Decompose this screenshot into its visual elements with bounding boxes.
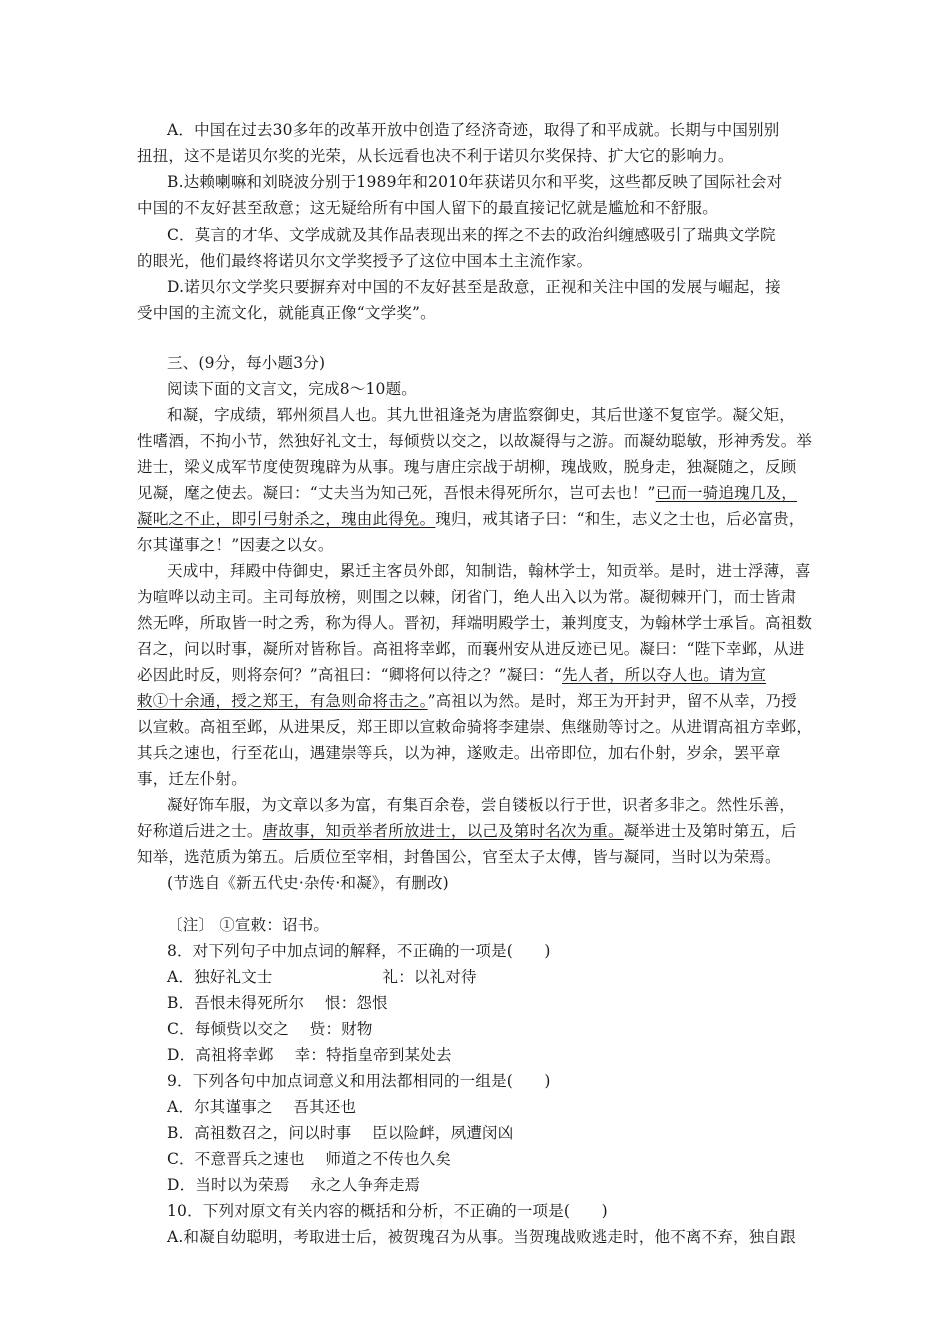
option-a-line-2: 扭扭，这不是诺贝尔奖的光荣，从长远看也决不利于诺贝尔奖保持、扩大它的影响力。 (137, 147, 734, 165)
passage-line: 以宣敕。高祖至邺，从进果反，郑王即以宣敕命骑将李建崇、焦继勋等讨之。从进谓高祖方幸邺， (137, 718, 813, 736)
question-8-option-b: B．吾恨未得死所尔 恨：怨恨 (167, 994, 388, 1012)
option-c-line-1: C．莫言的才华、文学成就及其作品表现出来的挥之不去的政治纠缠感吸引了瑞典文学院 (167, 226, 776, 244)
question-9-option-a: A．尔其谨事之 吾其还也 (167, 1098, 357, 1116)
option-c-line-2: 的眼光，他们最终将诺贝尔文学奖授予了这位中国本土主流作家。 (137, 252, 593, 270)
question-9-option-c: C．不意晋兵之速也 师道之不传也久矣 (167, 1150, 452, 1168)
question-8-stem: 8．对下列句子中加点词的解释，不正确的一项是( ) (167, 942, 551, 960)
question-8-option-d: D．高祖将幸邺 幸：特指皇帝到某处去 (167, 1046, 452, 1064)
option-d-line-2: 受中国的主流文化，就能真正像“文学奖”。 (137, 304, 436, 322)
passage-text: 凝举进士及第时第五，后 (623, 822, 797, 840)
passage-line: 为喧哗以动主司。主司每放榜，则围之以棘，闭省门，绝人出入以为常。凝彻棘开门，而士皆肃 (137, 588, 797, 606)
passage-line: 召之，问以时事，凝所对皆称旨。高祖将幸邺，而襄州安从进反迹已见。凝曰：“陛下幸邺，从进 (137, 640, 805, 658)
passage-line (137, 506, 827, 532)
question-10-option-a: A.和凝自幼聪明，考取进士后，被贺瑰召为从事。当贺瑰战败逃走时，他不离不弃，独自跟 (167, 1228, 796, 1246)
section-instruction: 阅读下面的文言文，完成8～10题。 (167, 380, 417, 398)
option-d-line-1: D.诺贝尔文学奖只要摒弃对中国的不友好甚至是敌意，正视和关注中国的发展与崛起，接 (167, 278, 781, 296)
question-9-stem: 9．下列各句中加点词意义和用法都相同的一组是( ) (167, 1072, 551, 1090)
passage-text: 见凝，麾之使去。凝曰：“丈夫当为知己死，吾恨未得死所尔，岂可去也！” (137, 484, 656, 502)
passage-text: ”高祖以为然。是时，郑王为开封尹，留不从幸，乃授 (427, 692, 797, 710)
question-8-option-c: C．每倾赀以交之 赀：财物 (167, 1020, 373, 1038)
passage-text: 好称道后进之士。 (137, 822, 263, 840)
option-b-line-2: 中国的不友好甚至敌意；这无疑给所有中国人留下的最直接记忆就是尴尬和不舒服。 (137, 199, 718, 217)
passage-line: 事，迁左仆射。 (137, 770, 247, 788)
passage-line: 性嗜酒，不拘小节，然独好礼文士，每倾赀以交之，以故凝得与之游。而凝幼聪敏，形神秀发。举 (137, 432, 813, 450)
passage-line: 然无哗，所取皆一时之秀，称为得人。晋初，拜端明殿学士，兼判度支，为翰林学士承旨。高祖数 (137, 614, 813, 632)
passage-line (137, 818, 827, 844)
passage-line: 其兵之速也，行至花山，遇建崇等兵，以为神，遂败走。出帝即位，加右仆射，岁余，罢平章 (137, 744, 781, 762)
question-9-option-d: D．当时以为荣焉 永之人争奔走焉 (167, 1176, 421, 1194)
passage-line (137, 662, 827, 688)
option-a-line-1: A．中国在过去30多年的改革开放中创造了经济奇迹，取得了和平成就。长期与中国别别 (167, 121, 780, 139)
passage-text: 瑰归，戒其诸子曰：“和生，志义之士也，后必富贵， (435, 510, 805, 528)
passage-line: 进士，梁义成军节度使贺瑰辟为从事。瑰与唐庄宗战于胡柳，瑰战败，脱身走，独凝随之，反顾 (137, 458, 797, 476)
passage-line (137, 480, 827, 506)
passage-line: 尔其谨事之！”因妻之以女。 (137, 536, 334, 554)
passage-line: 知举，选范质为第五。后质位至宰相，封鲁国公，官至太子太傅，皆与凝同，当时以为荣焉。 (137, 848, 781, 866)
passage-line: 和凝，字成绩，郓州须昌人也。其九世祖逢尧为唐监察御史，其后世遂不复宦学。凝父矩， (167, 406, 796, 424)
question-9-option-b: B．高祖数召之，问以时事 臣以险衅，夙遭闵凶 (167, 1124, 514, 1142)
passage-line: 凝好饰车服，为文章以多为富，有集百余卷，尝自镂板以行于世，识者多非之。然性乐善， (167, 796, 796, 814)
underlined-sentence: 唐故事，知贡举者所放进士，以己及第时名次为重。 (262, 822, 624, 840)
underlined-sentence: 先人者，所以夺人也。请为宣 (562, 666, 767, 684)
passage-line: 天成中，拜殿中侍御史，累迁主客员外郎，知制诰，翰林学士，知贡举。是时，进士浮薄，喜 (167, 562, 811, 580)
footnote: 〔注〕 ①宣敕：诏书。 (167, 916, 330, 934)
underlined-sentence: 已而一骑追瑰几及， (655, 484, 797, 502)
question-10-stem: 10．下列对原文有关内容的概括和分析，不正确的一项是( ) (167, 1202, 608, 1220)
passage-line (137, 688, 827, 714)
underlined-sentence: 敕①十余通，授之郑王，有急则命将击之。 (137, 692, 428, 710)
underlined-sentence: 凝叱之不止，即引弓射杀之，瑰由此得免。 (137, 510, 436, 528)
passage-text: 必因此时反，则将奈何？”高祖曰：“卿将何以待之？”凝曰：“ (137, 666, 562, 684)
option-b-line-1: B.达赖喇嘛和刘晓波分别于1989年和2010年获诺贝尔和平奖，这些都反映了国际社会对 (167, 173, 783, 191)
section-heading: 三、(9分，每小题3分) (167, 354, 326, 372)
question-8-option-a: A．独好礼文士 礼：以礼对待 (167, 968, 477, 986)
source-citation: (节选自《新五代史·杂传·和凝》，有删改) (167, 874, 449, 892)
